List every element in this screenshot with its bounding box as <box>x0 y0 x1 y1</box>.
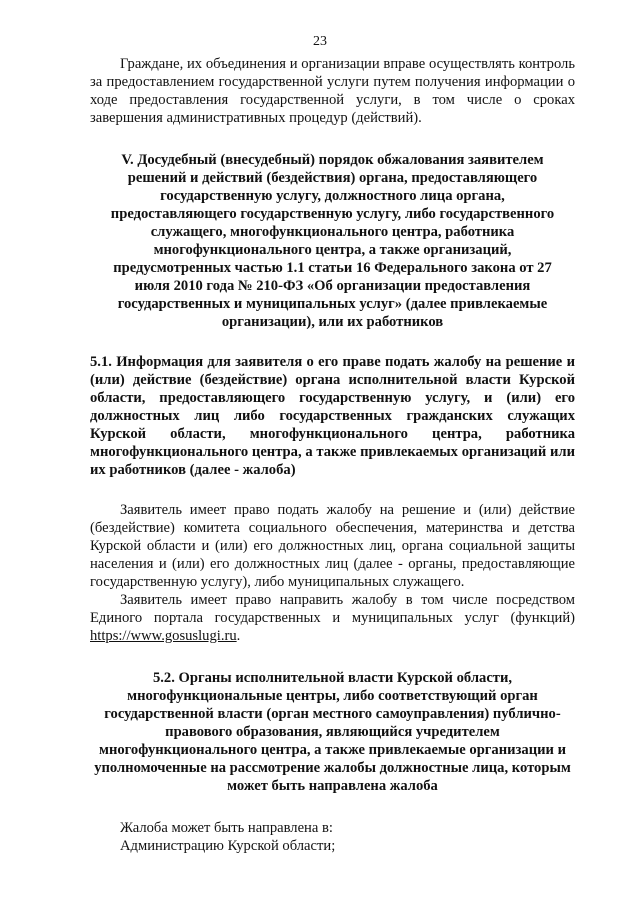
page-number: 23 <box>313 34 327 49</box>
document-body <box>90 55 575 855</box>
subsection-5-1-paragraph-1: Заявитель имеет право подать жалобу на решение и (или) действие (бездействие) комитета социального обеспечения, материнства и детства Курской области и (или) его должностных лиц, органа социальной защиты населения и (или) его должностных лиц (далее - органы, предоставляющие государственную услугу), либо муниципальных служащего. <box>90 502 575 590</box>
paragraph-2-end: . <box>236 628 241 644</box>
paragraph-2-text: Заявитель имеет право направить жалобу в том числе посредством Единого портала государственных и муниципальных услуг (функций) <box>90 592 575 626</box>
subsection-5-1-heading: 5.1. Информация для заявителя о его праве подать жалобу на решение и (или) действие (бездействие) органа исполнительной власти Курской области, предоставляющего государственную услугу, и (или) его должностных лиц либо государственных гражданских служащих Курской области, многофункционального центра, работника многофункционального центра, а также привлекаемых организаций или их работников (далее - жалоба) <box>90 354 575 478</box>
gosuslugi-link[interactable]: https://www.gosuslugi.ru <box>90 628 237 644</box>
complaint-recipients-intro: Жалоба может быть направлена в: <box>120 820 333 836</box>
complaint-recipient-item: Администрацию Курской области; <box>120 838 336 854</box>
subsection-5-2-heading: 5.2. Органы исполнительной власти Курской области, многофункциональные центры, либо соответствующий орган государственной власти (орган местного самоуправления) публично-правового образования, являющийся учредителем многофункционального центра, а также привлекаемые организации и уполномоченные на рассмотрение жалобы должностные лица, которым может быть направлена жалоба <box>94 670 571 794</box>
section-5-heading: V. Досудебный (внесудебный) порядок обжалования заявителем решений и действий (бездействия) органа, предоставляющего государственную услугу, должностного лица органа, предоставляющего государственную услугу, либо государственного служащего, многофункционального центра, работника многофункционального центра, а также организаций, предусмотренных частью 1.1 статьи 16 Федерального закона от 27 июля 2010 года № 210-ФЗ «Об организации предоставления государственных и муниципальных услуг» (далее привлекаемые организации), или их работников <box>110 152 555 330</box>
complaint-recipients <box>90 819 575 855</box>
subsection-5-1-paragraph-2 <box>90 591 575 645</box>
intro-paragraph: Граждане, их объединения и организации вправе осуществлять контроль за предоставлением государственной услуги путем получения информации о ходе предоставления государственной услуги, в том числе о сроках завершения административных процедур (действий). <box>90 56 575 126</box>
